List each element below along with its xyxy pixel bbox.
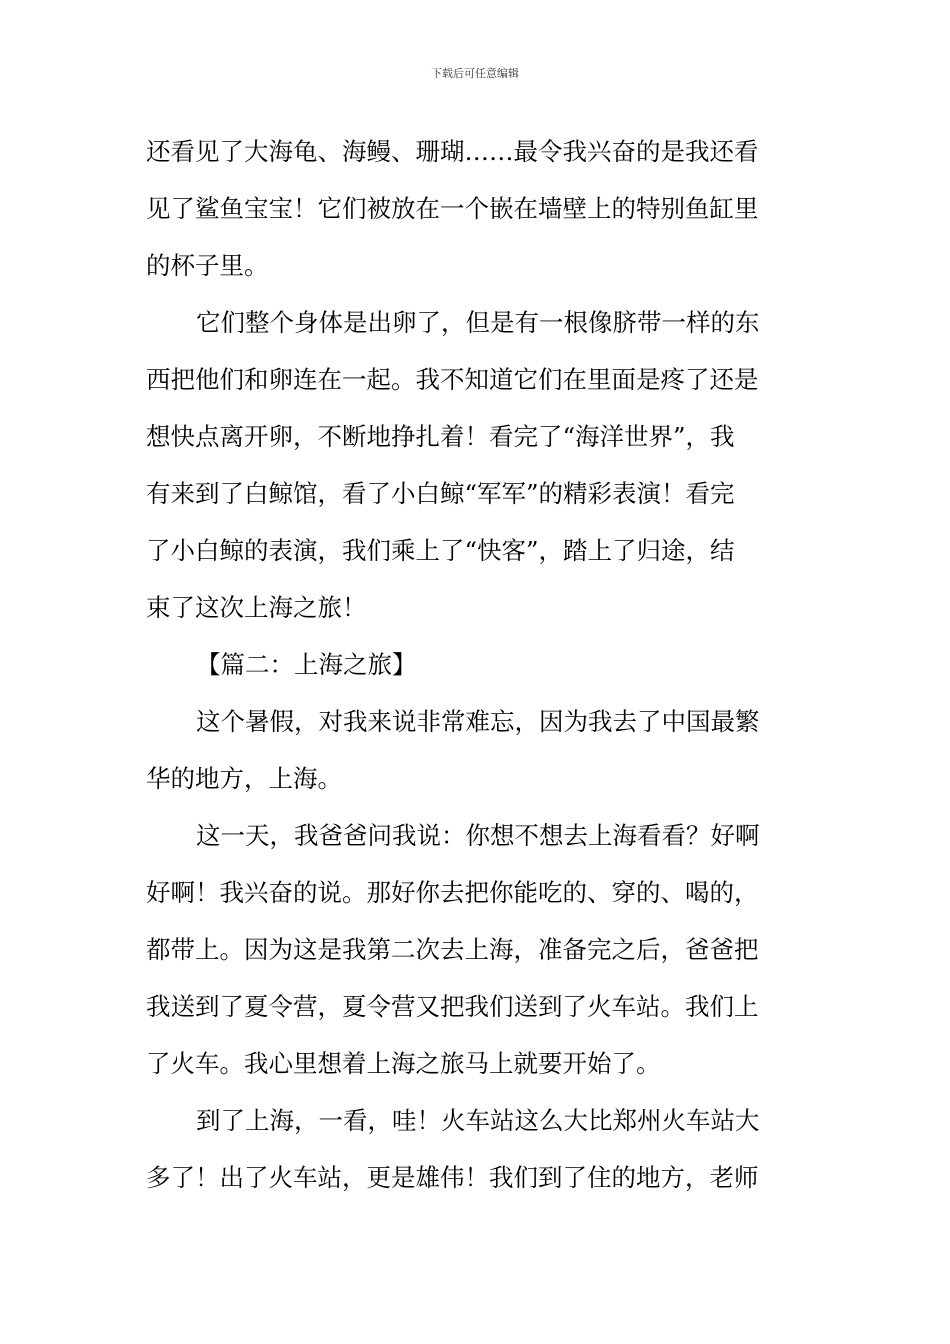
text-line: 想快点离开卵，不断地挣扎着！看完了“海洋世界”，我 [146,422,735,451]
text-line: 我送到了夏令营，夏令营又把我们送到了火车站。我们上 [146,992,759,1021]
text-line: 都带上。因为这是我第二次去上海，准备完之后，爸爸把 [146,935,759,964]
text-line: 了小白鲸的表演，我们乘上了“快客”，踏上了归途，结 [146,536,735,565]
text-line: 见了鲨鱼宝宝！它们被放在一个嵌在墙壁上的特别鱼缸里 [146,194,759,223]
text-line: 有来到了白鲸馆，看了小白鲸“军军”的精彩表演！看完 [146,479,735,508]
text-line: 西把他们和卵连在一起。我不知道它们在里面是疼了还是 [146,365,759,394]
section-heading: 【篇二：上海之旅】 [196,650,417,679]
text-line: 这个暑假，对我来说非常难忘，因为我去了中国最繁 [196,707,760,736]
text-line: 好啊！我兴奋的说。那好你去把你能吃的、穿的、喝的， [146,878,759,907]
page-header: 下载后可任意编辑 [431,67,519,80]
text-line: 到了上海，一看，哇！火车站这么大比郑州火车站大 [196,1106,760,1135]
text-line: 它们整个身体是出卵了，但是有一根像脐带一样的东 [196,308,760,337]
text-line: 还看见了大海龟、海鳗、珊瑚……最令我兴奋的是我还看 [146,137,759,166]
text-line: 了火车。我心里想着上海之旅马上就要开始了。 [146,1049,661,1078]
text-line: 这一天，我爸爸问我说：你想不想去上海看看？好啊 [196,821,760,850]
text-line: 的杯子里。 [146,251,269,280]
text-line: 束了这次上海之旅！ [146,593,367,622]
text-line: 华的地方，上海。 [146,764,342,793]
text-line: 多了！出了火车站，更是雄伟！我们到了住的地方，老师 [146,1163,759,1192]
